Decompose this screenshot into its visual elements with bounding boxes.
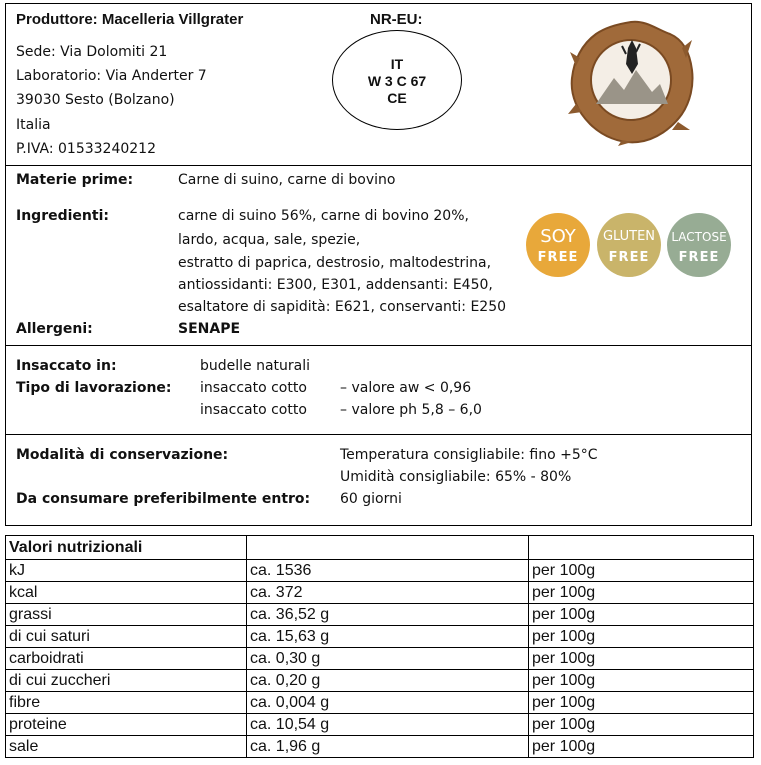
address-line-3: 39030 Sesto (Bolzano)	[16, 92, 175, 108]
nutrition-title: Valori nutrizionali	[6, 536, 247, 560]
table-header-row	[6, 536, 754, 560]
nutrient-name: di cui zuccheri	[6, 670, 247, 692]
nutrient-value: ca. 372	[247, 582, 529, 604]
table-row	[6, 736, 754, 758]
processing-section	[5, 345, 752, 435]
villgrater-logo	[566, 18, 696, 146]
processing-row-a: insaccato cotto	[200, 380, 307, 396]
storage-humidity: Umidità consigliabile: 65% - 80%	[340, 469, 572, 485]
address-line-2: Laboratorio: Via Anderter 7	[16, 68, 207, 84]
ingredients-label: Ingredienti:	[16, 208, 109, 224]
soy-free-badge: SOY FREE	[526, 213, 590, 277]
table-row	[6, 714, 754, 736]
allergens-value: SENAPE	[178, 321, 241, 337]
allergens-label: Allergeni:	[16, 321, 93, 337]
nutrient-name: sale	[6, 736, 247, 758]
ingredient-line: lardo, acqua, sale, spezie,	[178, 232, 361, 248]
oval-line-2: W 3 C 67	[367, 73, 427, 89]
ingredient-line: antiossidanti: E300, E301, addensanti: E450,	[178, 277, 493, 293]
storage-mode-label: Modalità di conservazione:	[16, 447, 229, 463]
nutrient-per: per 100g	[529, 560, 754, 582]
table-row	[6, 560, 754, 582]
table-row	[6, 582, 754, 604]
best-before-label: Da consumare preferibilmente entro:	[16, 491, 311, 507]
nutrient-per: per 100g	[529, 626, 754, 648]
best-before-value: 60 giorni	[340, 491, 402, 507]
nutrient-per: per 100g	[529, 582, 754, 604]
nutrient-value: ca. 0,20 g	[247, 670, 529, 692]
processing-row-a: insaccato cotto	[200, 402, 307, 418]
nutrient-name: kcal	[6, 582, 247, 604]
address-line-4: Italia	[16, 117, 51, 133]
address-line-1: Sede: Via Dolomiti 21	[16, 44, 168, 60]
gluten-free-badge: GLUTEN FREE	[597, 213, 661, 277]
nutrient-name: di cui saturi	[6, 626, 247, 648]
nutrient-per: per 100g	[529, 670, 754, 692]
raw-materials-value: Carne di suino, carne di bovino	[178, 172, 396, 188]
nutrient-name: kJ	[6, 560, 247, 582]
table-row	[6, 670, 754, 692]
table-row	[6, 692, 754, 714]
processing-type-label: Tipo di lavorazione:	[16, 380, 172, 396]
nutrient-name: fibre	[6, 692, 247, 714]
producer-label: Produttore: Macelleria Villgrater	[16, 11, 244, 28]
nutrition-table	[5, 535, 754, 758]
processing-row-b: – valore ph 5,8 – 6,0	[340, 402, 482, 418]
nutrient-value: ca. 15,63 g	[247, 626, 529, 648]
processing-row-b: – valore aw < 0,96	[340, 380, 472, 396]
raw-materials-label: Materie prime:	[16, 172, 134, 188]
nutrient-name: grassi	[6, 604, 247, 626]
nutrient-value: ca. 1,96 g	[247, 736, 529, 758]
ingredient-line: esaltatore di sapidità: E621, conservanti: E250	[178, 299, 507, 315]
nreu-label: NR-EU:	[370, 11, 423, 28]
table-row	[6, 648, 754, 670]
table-row	[6, 604, 754, 626]
eu-oval-stamp	[332, 30, 462, 130]
nutrient-per: per 100g	[529, 714, 754, 736]
nutrient-name: carboidrati	[6, 648, 247, 670]
casing-value: budelle naturali	[200, 358, 311, 374]
oval-line-1: IT	[390, 56, 404, 72]
composition-section	[5, 165, 752, 346]
nutrient-per: per 100g	[529, 648, 754, 670]
casing-label: Insaccato in:	[16, 358, 117, 374]
lactose-free-badge: LACTOSE FREE	[667, 213, 731, 277]
nutrient-value: ca. 36,52 g	[247, 604, 529, 626]
nutrient-per: per 100g	[529, 604, 754, 626]
address-line-5: P.IVA: 01533240212	[16, 141, 156, 157]
ingredient-line: estratto di paprica, destrosio, maltodestrina,	[178, 255, 492, 271]
nutrient-value: ca. 0,30 g	[247, 648, 529, 670]
storage-temperature: Temperatura consigliabile: fino +5°C	[340, 447, 598, 463]
nutrient-value: ca. 10,54 g	[247, 714, 529, 736]
oval-line-3: CE	[387, 90, 407, 106]
table-row	[6, 626, 754, 648]
nutrient-value: ca. 0,004 g	[247, 692, 529, 714]
ingredient-line: carne di suino 56%, carne di bovino 20%,	[178, 208, 469, 224]
storage-section	[5, 434, 752, 526]
nutrient-per: per 100g	[529, 692, 754, 714]
nutrient-value: ca. 1536	[247, 560, 529, 582]
nutrient-per: per 100g	[529, 736, 754, 758]
nutrient-name: proteine	[6, 714, 247, 736]
producer-section	[5, 3, 752, 166]
